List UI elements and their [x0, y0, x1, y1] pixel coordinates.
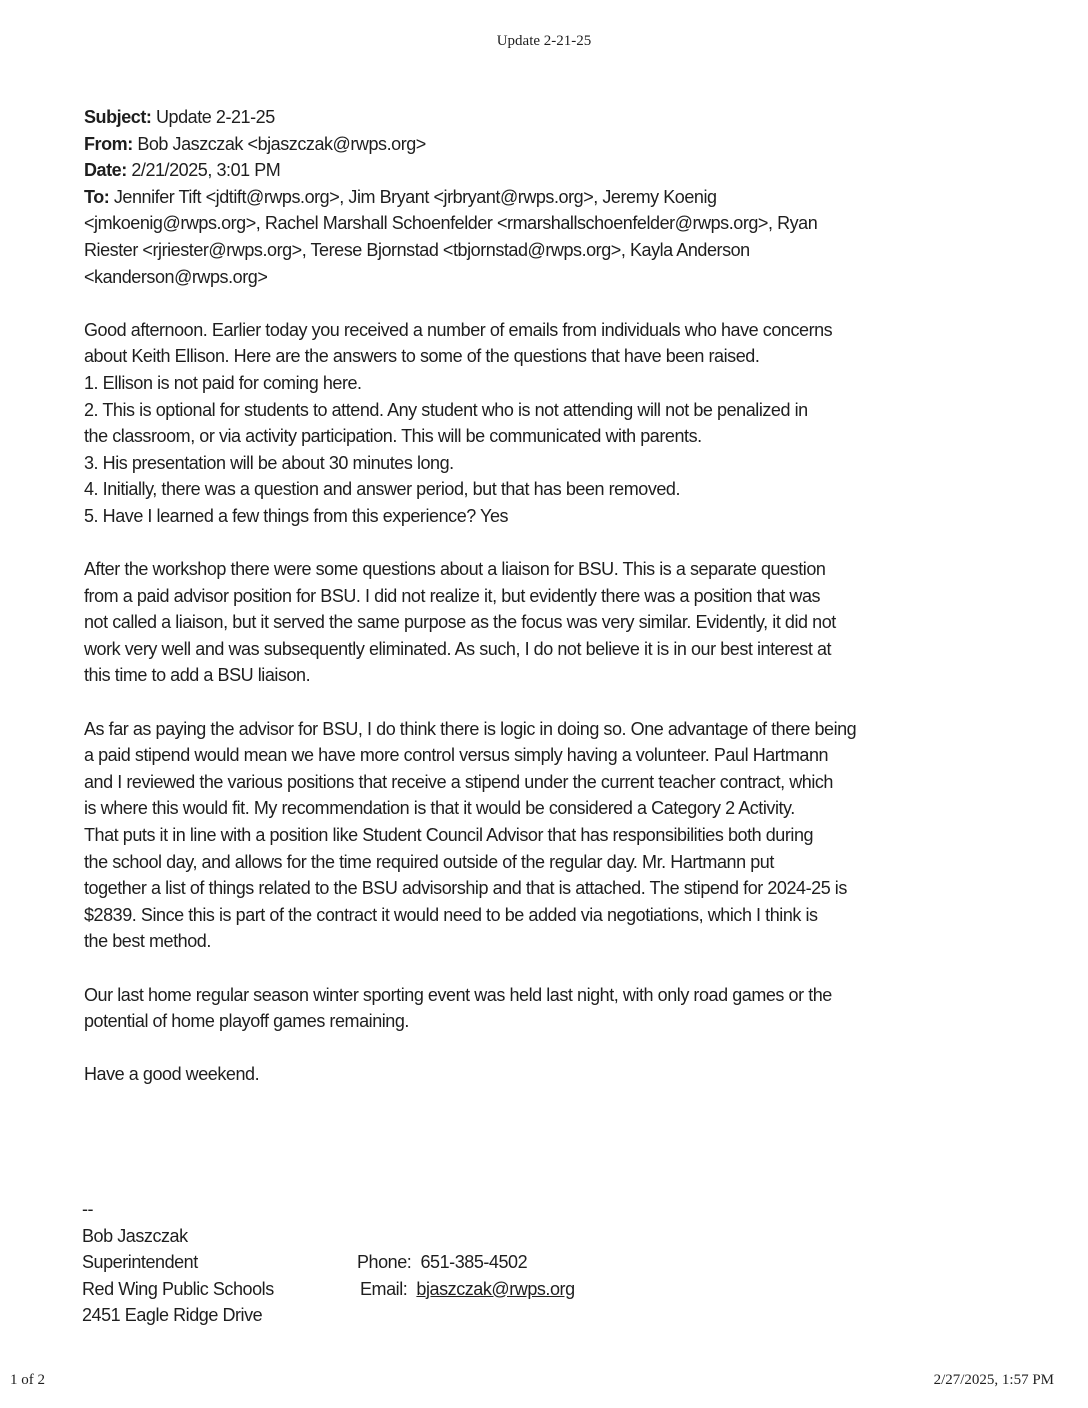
body-line: a paid stipend would mean we have more control versus simply having a volunteer. Paul Hartmann [84, 745, 829, 766]
paragraph-gap [84, 290, 1004, 317]
body-line: Good afternoon. Earlier today you received a number of emails from individuals who have concerns [84, 319, 833, 340]
header-value: 2/21/2025, 3:01 PM [131, 160, 281, 181]
signature-name: Bob Jaszczak [82, 1225, 188, 1246]
phone-number: 651-385-4502 [420, 1252, 528, 1272]
body-paragraph [84, 982, 1004, 1035]
paragraph-gap [84, 530, 1004, 557]
signature-email-row [357, 1276, 575, 1303]
header-label: Subject: [84, 107, 152, 127]
body-line: about Keith Ellison. Here are the answers to some of the questions that have been raised. [84, 346, 760, 367]
email-link[interactable]: bjaszczak@rwps.org [416, 1278, 575, 1299]
email-message [84, 104, 1004, 1088]
email-header-subject [84, 104, 1004, 131]
body-line: As far as paying the advisor for BSU, I do think there is logic in doing so. One advantage of there being [84, 718, 857, 739]
body-line: the classroom, or via activity participation. This will be communicated with parents. [84, 426, 702, 447]
body-line: 5. Have I learned a few things from this experience? Yes [84, 505, 509, 526]
body-paragraph [84, 556, 1004, 689]
body-line: 2. This is optional for students to attend. Any student who is not attending will not be penalized in [84, 399, 808, 420]
body-line: from a paid advisor position for BSU. I did not realize it, but evidently there was a position that was [84, 585, 821, 606]
body-line: After the workshop there were some questions about a liaison for BSU. This is a separate question [84, 559, 826, 580]
printed-timestamp: 2/27/2025, 1:57 PM [933, 1372, 1054, 1388]
email-header-from [84, 131, 1004, 158]
body-line: 4. Initially, there was a question and answer period, but that has been removed. [84, 479, 681, 500]
header-value: <jmkoenig@rwps.org>, Rachel Marshall Schoenfelder <rmarshallschoenfelder@rwps.org>, Ryan [84, 213, 818, 234]
body-paragraph [84, 716, 1004, 955]
body-line: potential of home playoff games remaining. [84, 1011, 409, 1032]
header-value: Update 2-21-25 [155, 107, 275, 127]
body-line: is where this would fit. My recommendation is that it would be considered a Category 2 Activity. [84, 798, 795, 819]
body-line: the best method. [84, 931, 211, 952]
body-line: the school day, and allows for the time required outside of the regular day. Mr. Hartmann put [84, 851, 774, 872]
body-line: not called a liaison, but it served the same purpose as the focus was very similar. Evidently, it did not [84, 612, 836, 633]
header-value: <kanderson@rwps.org> [84, 266, 268, 287]
email-body [84, 290, 1004, 1088]
signature-block [82, 1196, 274, 1329]
signature-organization: Red Wing Public Schools [82, 1278, 274, 1299]
body-line: That puts it in line with a position like Student Council Advisor that has responsibilities both during [84, 825, 814, 846]
print-header-title: Update 2-21-25 [496, 33, 592, 49]
body-line: 3. His presentation will be about 30 minutes long. [84, 452, 454, 473]
header-value: Jennifer Tift <jdtift@rwps.org>, Jim Bryant <jrbryant@rwps.org>, Jeremy Koenig [113, 186, 717, 207]
header-label: Date: [84, 160, 127, 181]
email-header-to [84, 210, 1004, 237]
body-line: 1. Ellison is not paid for coming here. [84, 372, 362, 393]
signature-separator: -- [82, 1199, 94, 1219]
body-line: work very well and was subsequently eliminated. As such, I do not believe it is in our best interest at [84, 638, 832, 659]
signature-contact [357, 1249, 575, 1302]
email-header-to [84, 184, 1004, 211]
email-label: Email: [360, 1278, 408, 1299]
body-line: together a list of things related to the BSU advisorship and that is attached. The stipend for 2024-25 is [84, 878, 847, 899]
header-value: Bob Jaszczak <bjaszczak@rwps.org> [137, 133, 426, 154]
header-value: Riester <rjriester@rwps.org>, Terese Bjornstad <tbjornstad@rwps.org>, Kayla Anderson [84, 239, 750, 260]
email-header-date [84, 157, 1004, 184]
email-header-to [84, 264, 1004, 291]
email-header-to [84, 237, 1004, 264]
paragraph-gap [84, 955, 1004, 982]
header-label: From: [84, 133, 133, 154]
body-line: this time to add a BSU liaison. [84, 665, 311, 686]
body-line: $2839. Since this is part of the contract it would need to be added via negotiations, which I think is [84, 904, 818, 925]
email-headers [84, 104, 1004, 290]
body-paragraph [84, 317, 1004, 530]
page-number: 1 of 2 [10, 1372, 45, 1388]
header-label: To: [84, 186, 110, 207]
body-line: and I reviewed the various positions that receive a stipend under the current teacher contract, which [84, 771, 833, 792]
phone-label: Phone: [357, 1252, 412, 1272]
body-line: Have a good weekend. [84, 1064, 260, 1085]
paragraph-gap [84, 689, 1004, 716]
body-line: Our last home regular season winter sporting event was held last night, with only road games or the [84, 984, 832, 1005]
signature-title: Superintendent [82, 1252, 198, 1273]
signature-address: 2451 Eagle Ridge Drive [82, 1305, 263, 1326]
signature-phone-row [357, 1249, 575, 1276]
paragraph-gap [84, 1035, 1004, 1062]
body-paragraph [84, 1061, 1004, 1088]
